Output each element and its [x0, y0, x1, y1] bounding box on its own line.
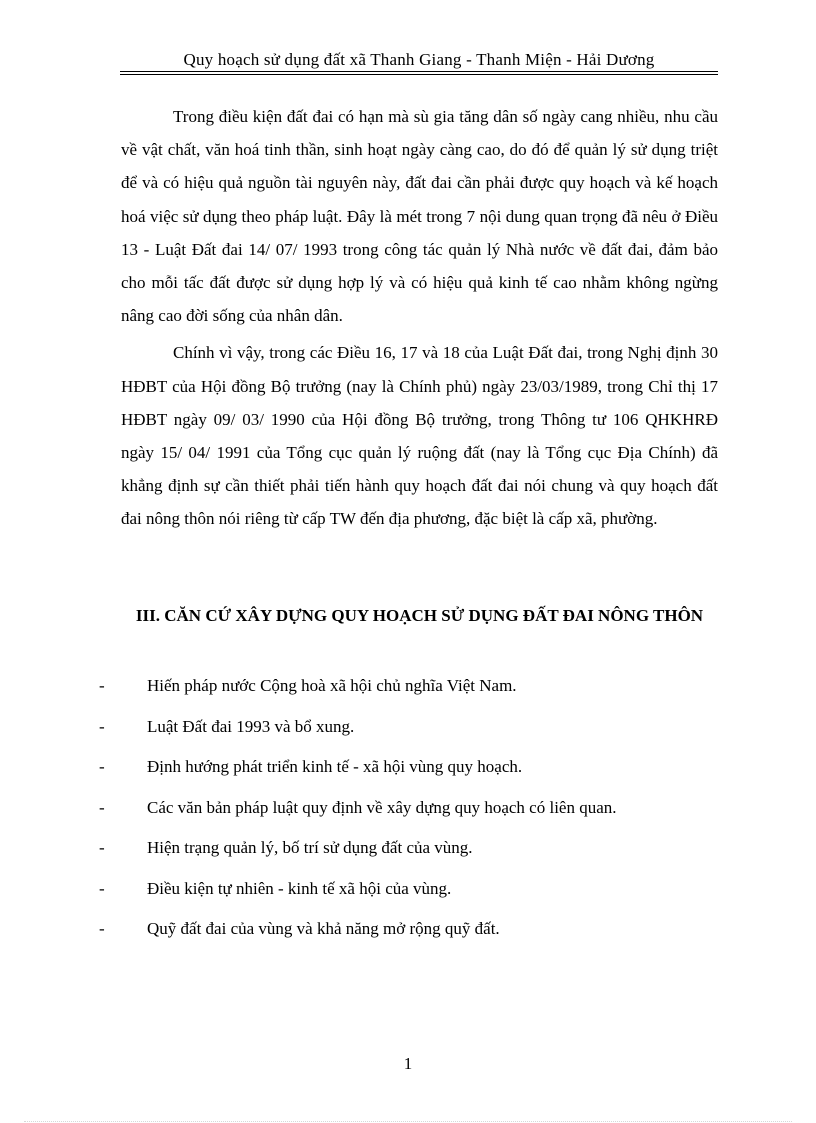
bullet-dash: - — [99, 919, 105, 938]
bullet-dash: - — [99, 878, 105, 898]
list-item-text: Định hướng phát triển kinh tế - xã hội vùng quy hoạch. — [147, 757, 523, 776]
list-item-text: Luật Đất đai 1993 và bổ xung. — [147, 716, 355, 736]
list-item — [0, 874, 816, 915]
bullet-dash: - — [99, 716, 105, 736]
list-item-text: Điều kiện tự nhiên - kinh tế xã hội của vùng. — [147, 878, 452, 898]
paragraph: Chính vì vậy, trong các Điều 16, 17 và 18 của Luật Đất đai, trong Nghị định 30 HĐBT của Hội đồng Bộ trưởng (nay là Chính phủ) ngày 23/03/1989, trong Chỉ thị 17 HĐBT ngày 09/ 03/ 1990 của Hội đồng Bộ trưởng, trong Thông tư 106 QHKHRĐ ngày 15/ 04/ 1991 của Tổng cục quản lý ruộng đất (nay là Tổng cục Địa Chính) đã khẳng định sự cần thiết phải tiến hành quy hoạch đất đai nói chung và quy hoạch đất đai nông thôn nói riêng từ cấp TW đến địa phương, đặc biệt là cấp xã, phường. — [121, 343, 718, 529]
header-rule — [120, 71, 718, 72]
bullet-dash: - — [99, 676, 105, 695]
page-header-title: Quy hoạch sử dụng đất xã Thanh Giang - Thanh Miện - Hải Dương — [183, 50, 655, 69]
list-item — [0, 914, 816, 955]
section-heading: III. CĂN CỨ XÂY DỰNG QUY HOẠCH SỬ DỤNG ĐẤT ĐAI NÔNG THÔN — [135, 606, 704, 625]
bullet-dash: - — [99, 757, 105, 776]
body-text — [121, 100, 718, 536]
bullet-dash: - — [99, 838, 105, 857]
list-item-text: Hiến pháp nước Cộng hoà xã hội chủ nghĩa Việt Nam. — [147, 676, 517, 695]
page-number: 1 — [403, 1054, 413, 1073]
bullet-list — [0, 671, 816, 955]
bullet-dash: - — [99, 797, 105, 817]
paragraph: Trong điều kiện đất đai có hạn mà sù gia tăng dân số ngày cang nhiều, nhu cầu về vật chất, văn hoá tinh thần, sinh hoạt ngày càng cao, do đó để quản lý sử dụng triệt để và có hiệu quả nguồn tài nguyên này, đất đai cần phải được quy hoạch và kế hoạch hoá việc sử dụng theo pháp luật. Đây là mét trong 7 nội dung quan trọng đã nêu ở Điều 13 - Luật Đất đai 14/ 07/ 1993 trong công tác quản lý Nhà nước về đất đai, đảm bảo cho mỗi tấc đất được sử dụng hợp lý và có hiệu quả kinh tế cao nhằm không ngừng nâng cao đời sống của nhân dân. — [121, 107, 718, 326]
list-item-text: Quỹ đất đai của vùng và khả năng mở rộng quỹ đất. — [147, 919, 500, 938]
list-item — [0, 793, 816, 834]
list-item — [0, 833, 816, 874]
list-item — [0, 671, 816, 712]
list-item — [0, 712, 816, 753]
list-item — [0, 752, 816, 793]
list-item-text: Hiện trạng quản lý, bố trí sử dụng đất của vùng. — [147, 838, 473, 857]
list-item-text: Các văn bản pháp luật quy định về xây dựng quy hoạch có liên quan. — [147, 797, 617, 817]
page-bottom-dotted-line — [24, 1121, 792, 1122]
header-rule-double — [120, 74, 718, 75]
